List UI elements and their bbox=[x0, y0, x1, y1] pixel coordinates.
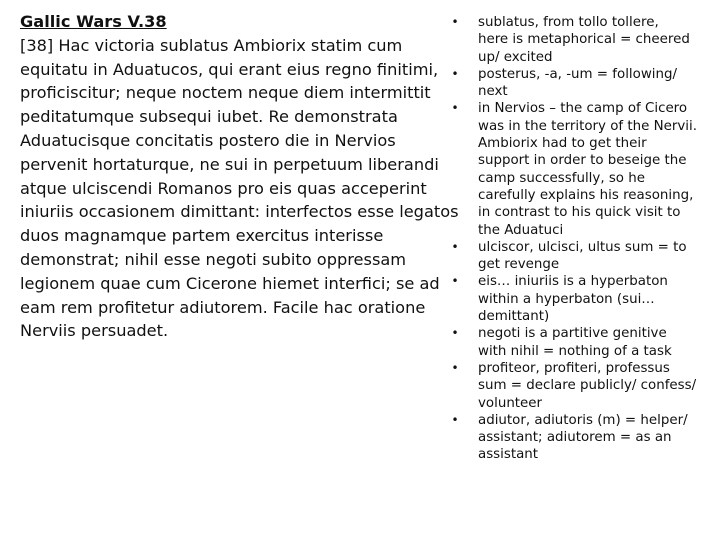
note-text-line: in contrast to his quick visit to bbox=[478, 205, 681, 221]
note-item bbox=[450, 325, 716, 360]
bullet-icon: • bbox=[451, 326, 459, 341]
bullet-icon: • bbox=[451, 15, 459, 29]
passage-line: peditatumque subsequi iubet. Re demonstrata bbox=[20, 107, 398, 127]
bullet-icon: • bbox=[451, 101, 459, 116]
passage-line: Aduatucisque concitatis postero die in Nervios bbox=[20, 130, 396, 150]
passage-line: legionem quae cum Cicerone hiemet interfici; se ad bbox=[20, 273, 440, 293]
page-title: Gallic Wars V.38 bbox=[20, 12, 167, 31]
note-text-line: ulciscor, ulcisci, ultus sum = to bbox=[478, 239, 687, 255]
passage-line: demonstrat; nihil esse negoti subito oppressam bbox=[20, 249, 407, 269]
note-text-line: profiteor, profiteri, professus bbox=[478, 360, 670, 376]
note-text-line: in Nervios – the camp of Cicero bbox=[478, 101, 688, 117]
passage-line: atque ulciscendi Romanos pro eis quas acceperint bbox=[20, 178, 427, 198]
note-text-line: next bbox=[478, 84, 508, 100]
bullet-icon: • bbox=[451, 66, 459, 81]
note-text-line: assistant bbox=[478, 447, 539, 463]
note-text-line: adiutor, adiutoris (m) = helper/ bbox=[478, 412, 688, 428]
note-item bbox=[450, 273, 716, 325]
passage-line: eam rem profitetur adiutorem. Facile hac oratione bbox=[20, 297, 426, 317]
note-text-line: with nihil = nothing of a task bbox=[478, 343, 672, 359]
note-text-line: sublatus, from tollo tollere, bbox=[478, 15, 659, 30]
passage-line: duos magnamque partem exercitus interisse bbox=[20, 226, 384, 246]
passage-line: Nerviis persuadet. bbox=[20, 321, 169, 341]
passage-line: proficiscitur; neque noctem neque diem intermittit bbox=[20, 83, 431, 103]
note-text-line: negoti is a partitive genitive bbox=[478, 326, 667, 342]
bullet-icon: • bbox=[451, 274, 459, 289]
note-text-line: within a hyperbaton (sui… bbox=[478, 291, 655, 307]
note-item bbox=[450, 14, 716, 66]
note-text-line: support in order to beseige the bbox=[478, 153, 687, 169]
note-text-line: demittant) bbox=[478, 309, 550, 325]
note-text-line: the Aduatuci bbox=[478, 222, 564, 238]
note-text-line: sum = declare publicly/ confess/ bbox=[478, 378, 697, 394]
note-text-line: up/ excited bbox=[478, 49, 553, 65]
passage-line: pervenit hortaturque, ne sui in perpetuum liberandi bbox=[20, 154, 439, 174]
note-text-line: posterus, -a, -um = following/ bbox=[478, 66, 677, 82]
note-item bbox=[450, 360, 716, 412]
note-item bbox=[450, 412, 716, 464]
note-text-line: assistant; adiutorem = as an bbox=[478, 430, 672, 446]
bullet-icon: • bbox=[451, 360, 459, 375]
note-text-line: was in the territory of the Nervii. bbox=[478, 118, 697, 134]
passage-line: [38] Hac victoria sublatus Ambiorix statim cum bbox=[20, 35, 403, 55]
note-text-line: Ambiorix had to get their bbox=[478, 136, 647, 152]
latin-passage bbox=[20, 10, 459, 343]
vocabulary-notes-list bbox=[450, 14, 716, 464]
note-text-line: eis… iniuriis is a hyperbaton bbox=[478, 274, 668, 290]
bullet-icon: • bbox=[451, 412, 459, 427]
passage-line: equitatu in Aduatucos, qui erant eius regno finitimi, bbox=[20, 59, 439, 79]
passage-text bbox=[20, 34, 459, 343]
note-item bbox=[450, 100, 716, 238]
bullet-icon: • bbox=[451, 239, 459, 254]
passage-line: iniuriis occasionem dimittant: interfectos esse legatos bbox=[20, 202, 459, 222]
note-text-line: camp successfully, so he bbox=[478, 170, 645, 186]
note-text-line: volunteer bbox=[478, 395, 543, 411]
note-text-line: here is metaphorical = cheered bbox=[478, 32, 690, 48]
note-text-line: get revenge bbox=[478, 257, 560, 273]
note-text-line: carefully explains his reasoning, bbox=[478, 187, 694, 203]
note-item bbox=[450, 239, 716, 274]
note-item bbox=[450, 66, 716, 101]
